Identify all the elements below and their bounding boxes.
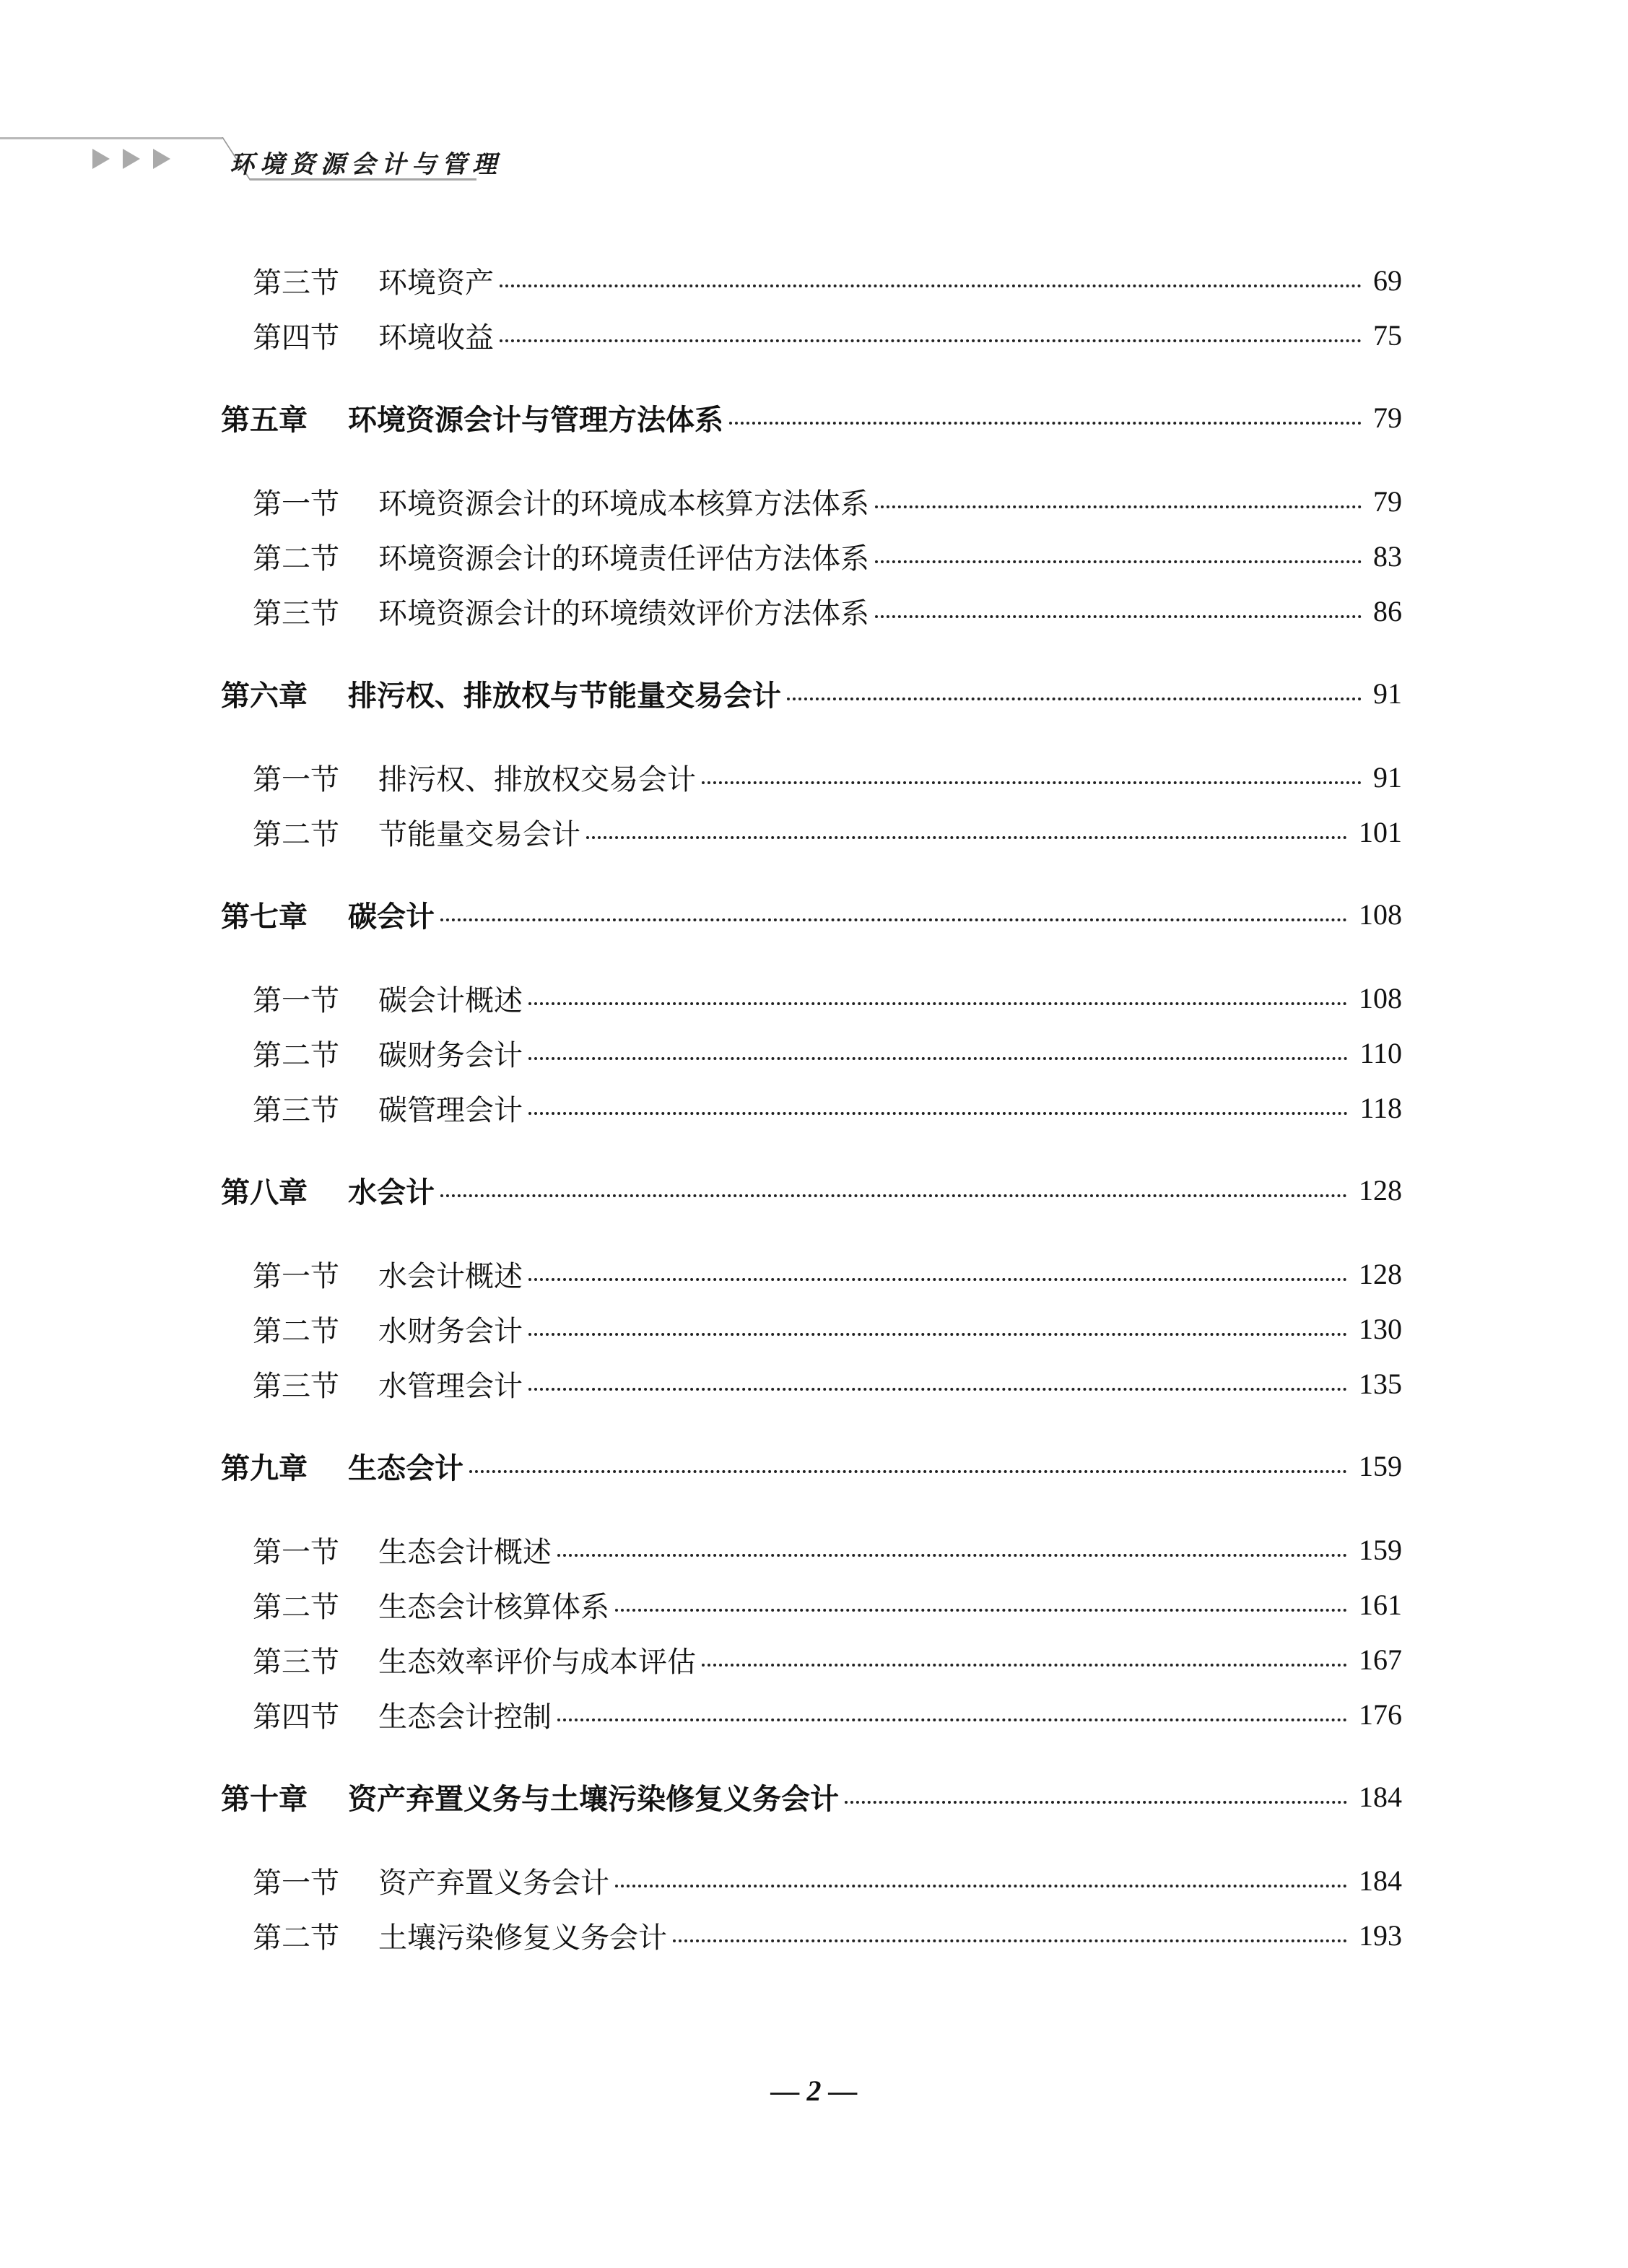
toc-section-entry[interactable] — [253, 1086, 1402, 1129]
section-title: 碳会计概述 — [378, 983, 523, 1017]
section-title: 节能量交易会计 — [378, 817, 580, 851]
toc-page-number: 110 — [1359, 1036, 1402, 1069]
section-title: 排污权、排放权交易会计 — [378, 762, 696, 796]
toc-chapter-entry[interactable] — [221, 1168, 1402, 1212]
chapter-number: 第十章 — [221, 1782, 308, 1816]
section-number: 第四节 — [253, 1700, 339, 1734]
toc-section-entry[interactable] — [253, 1362, 1402, 1405]
dot-leader — [875, 505, 1362, 508]
chapter-number: 第六章 — [221, 679, 308, 713]
toc-section-entry[interactable] — [253, 258, 1402, 302]
dot-leader — [845, 1801, 1347, 1804]
header-rule — [0, 137, 222, 139]
running-header-title: 环境资源会计与管理 — [230, 150, 502, 179]
section-number: 第一节 — [253, 1535, 339, 1569]
triangle-right-icon — [123, 149, 140, 169]
dot-leader — [528, 1112, 1348, 1115]
section-number: 第二节 — [253, 542, 339, 575]
toc-page-number: 193 — [1359, 1919, 1402, 1952]
toc-page-number: 176 — [1359, 1698, 1402, 1731]
chapter-title: 碳会计 — [348, 900, 435, 934]
toc-chapter-entry[interactable] — [221, 892, 1402, 936]
dot-leader — [528, 1002, 1347, 1005]
section-title: 水财务会计 — [378, 1314, 523, 1348]
section-title: 生态会计控制 — [378, 1700, 552, 1734]
chapter-title: 环境资源会计与管理方法体系 — [348, 403, 723, 437]
section-title: 环境收益 — [378, 321, 494, 355]
section-number: 第一节 — [253, 1866, 339, 1900]
toc-page-number: 86 — [1373, 594, 1402, 627]
chapter-number: 第八章 — [221, 1176, 308, 1209]
section-number: 第三节 — [253, 1645, 339, 1679]
section-title: 土壤污染修复义务会计 — [378, 1921, 667, 1955]
dot-leader — [875, 615, 1362, 618]
toc-section-entry[interactable] — [253, 313, 1402, 357]
toc-page-number: 128 — [1359, 1173, 1402, 1207]
toc-page-number: 128 — [1359, 1257, 1402, 1290]
chapter-number: 第五章 — [221, 403, 308, 437]
section-number: 第二节 — [253, 817, 339, 851]
dot-leader — [440, 918, 1347, 921]
header-arrows — [92, 149, 170, 169]
section-number: 第二节 — [253, 1038, 339, 1072]
section-number: 第三节 — [253, 1093, 339, 1127]
dot-leader — [729, 422, 1362, 425]
toc-section-entry[interactable] — [253, 1528, 1402, 1571]
section-title: 生态效率评价与成本评估 — [378, 1645, 696, 1679]
dot-leader — [673, 1939, 1347, 1942]
dot-leader — [702, 1664, 1347, 1667]
toc-page-number: 101 — [1359, 815, 1402, 848]
toc-section-entry[interactable] — [253, 1913, 1402, 1957]
toc-page-number: 79 — [1373, 485, 1402, 518]
toc-page-number: 83 — [1373, 539, 1402, 573]
chapter-number: 第七章 — [221, 900, 308, 934]
toc-section-entry[interactable] — [253, 1583, 1402, 1626]
toc-section-entry[interactable] — [253, 589, 1402, 633]
chapter-title: 生态会计 — [348, 1451, 463, 1485]
toc-page-number: 108 — [1359, 898, 1402, 931]
toc-page-number: 118 — [1359, 1091, 1402, 1124]
chapter-title: 排污权、排放权与节能量交易会计 — [348, 679, 781, 713]
section-title: 水会计概述 — [378, 1259, 523, 1293]
toc-page-number: 184 — [1359, 1864, 1402, 1897]
toc-section-entry[interactable] — [253, 1638, 1402, 1681]
dot-leader — [557, 1719, 1347, 1721]
toc-section-entry[interactable] — [253, 755, 1402, 799]
dot-leader — [702, 781, 1362, 784]
section-number: 第三节 — [253, 1369, 339, 1403]
toc-section-entry[interactable] — [253, 976, 1402, 1020]
section-title: 环境资源会计的环境成本核算方法体系 — [378, 487, 869, 521]
toc-section-entry[interactable] — [253, 1859, 1402, 1902]
toc-page-number: 75 — [1373, 318, 1402, 352]
toc-page-number: 108 — [1359, 981, 1402, 1014]
toc-page-number: 91 — [1373, 677, 1402, 710]
toc-chapter-entry[interactable] — [221, 1775, 1402, 1818]
chapter-title: 水会计 — [348, 1176, 435, 1209]
dot-leader — [557, 1554, 1347, 1557]
toc-page-number: 159 — [1359, 1449, 1402, 1482]
toc-page-number: 167 — [1359, 1643, 1402, 1676]
dot-leader — [528, 1388, 1347, 1391]
section-title: 环境资源会计的环境责任评估方法体系 — [378, 542, 869, 575]
toc-section-entry[interactable] — [253, 534, 1402, 578]
header-underline — [250, 178, 476, 181]
section-title: 环境资源会计的环境绩效评价方法体系 — [378, 596, 869, 630]
section-title: 环境资产 — [378, 266, 494, 300]
dot-leader — [875, 560, 1362, 563]
toc-page-number: 69 — [1373, 264, 1402, 297]
toc-page-number: 161 — [1359, 1588, 1402, 1621]
dot-leader — [469, 1470, 1347, 1473]
dot-leader — [615, 1885, 1347, 1887]
dot-leader — [528, 1333, 1347, 1336]
section-title: 水管理会计 — [378, 1369, 523, 1403]
toc-section-entry[interactable] — [253, 1693, 1402, 1736]
dot-leader — [586, 836, 1347, 839]
section-title: 碳财务会计 — [378, 1038, 523, 1072]
toc-section-entry[interactable] — [253, 810, 1402, 853]
toc-page-number: 91 — [1373, 760, 1402, 794]
section-number: 第一节 — [253, 762, 339, 796]
toc-section-entry[interactable] — [253, 1031, 1402, 1074]
chapter-title: 资产弃置义务与土壤污染修复义务会计 — [348, 1782, 839, 1816]
section-title: 碳管理会计 — [378, 1093, 523, 1127]
toc-section-entry[interactable] — [253, 1307, 1402, 1350]
dot-leader — [615, 1609, 1347, 1612]
page-number: — 2 — — [770, 2074, 858, 2107]
section-number: 第二节 — [253, 1590, 339, 1624]
dot-leader — [500, 284, 1362, 287]
section-title: 资产弃置义务会计 — [378, 1866, 609, 1900]
dot-leader — [528, 1278, 1347, 1281]
section-number: 第一节 — [253, 983, 339, 1017]
dot-leader — [500, 339, 1362, 342]
toc-page-number: 184 — [1359, 1780, 1402, 1813]
section-number: 第一节 — [253, 487, 339, 521]
running-header — [0, 137, 502, 179]
dot-leader — [787, 698, 1362, 700]
section-number: 第二节 — [253, 1921, 339, 1955]
toc-page-number: 79 — [1373, 401, 1402, 434]
toc-section-entry[interactable] — [253, 1252, 1402, 1295]
section-number: 第四节 — [253, 321, 339, 355]
toc-chapter-entry[interactable] — [221, 1444, 1402, 1487]
triangle-right-icon — [92, 149, 110, 169]
section-title: 生态会计概述 — [378, 1535, 552, 1569]
toc-page-number: 130 — [1359, 1312, 1402, 1345]
section-number: 第三节 — [253, 596, 339, 630]
toc-section-entry[interactable] — [253, 479, 1402, 523]
chapter-number: 第九章 — [221, 1451, 308, 1485]
section-number: 第一节 — [253, 1259, 339, 1293]
dot-leader — [528, 1057, 1348, 1060]
toc-chapter-entry[interactable] — [221, 672, 1402, 715]
section-number: 第二节 — [253, 1314, 339, 1348]
dot-leader — [440, 1194, 1347, 1197]
toc-chapter-entry[interactable] — [221, 396, 1402, 439]
toc-page-number: 135 — [1359, 1367, 1402, 1400]
toc-page-number: 159 — [1359, 1533, 1402, 1566]
section-number: 第三节 — [253, 266, 339, 300]
triangle-right-icon — [153, 149, 170, 169]
section-title: 生态会计核算体系 — [378, 1590, 609, 1624]
